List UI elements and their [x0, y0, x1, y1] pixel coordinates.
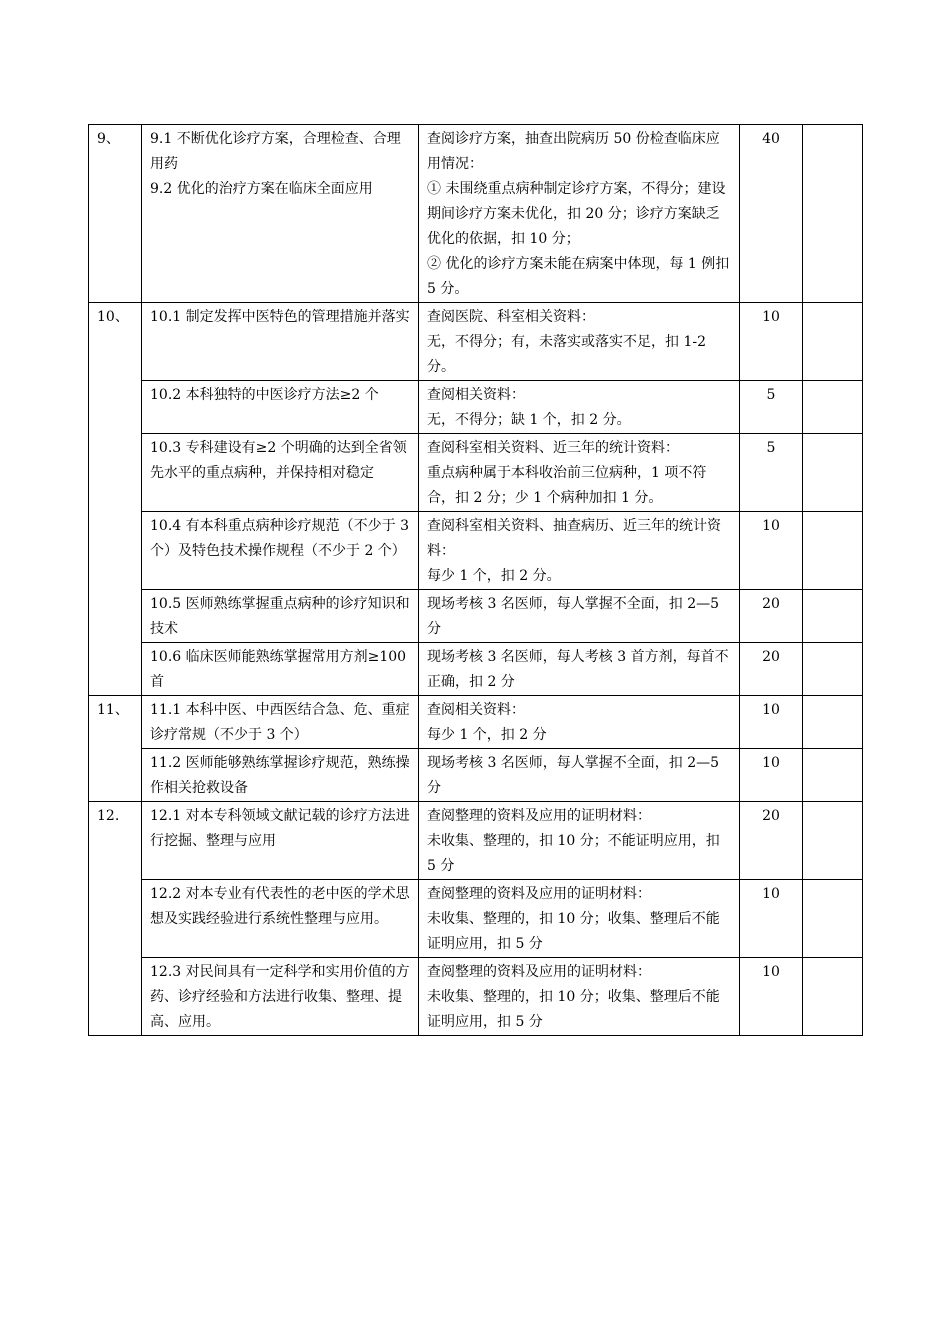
method-text: 查阅相关资料： [427, 702, 525, 718]
evaluation-table-page [88, 124, 862, 1036]
standard-text: 11.2 医师能够熟练掌握诊疗规范，熟练操作相关抢救设备 [150, 755, 410, 796]
standard-text: 12.2 对本专业有代表性的老中医的学术思想及实践经验进行系统性整理与应用。 [150, 886, 410, 927]
result-cell [803, 958, 863, 1036]
standard-cell [142, 125, 419, 303]
table-row [89, 125, 863, 303]
standard-cell [142, 749, 419, 802]
table-row [89, 749, 863, 802]
score-cell [740, 125, 803, 303]
result-cell [803, 802, 863, 880]
score-value: 10 [762, 964, 780, 980]
method-text: 查阅科室相关资料、抽查病历、近三年的统计资料： [427, 518, 721, 559]
standard-cell [142, 696, 419, 749]
score-cell [740, 696, 803, 749]
score-cell [740, 381, 803, 434]
score-cell [740, 880, 803, 958]
score-cell [740, 749, 803, 802]
method-cell [419, 590, 740, 643]
method-text: 查阅整理的资料及应用的证明材料： [427, 886, 651, 902]
result-cell [803, 749, 863, 802]
method-text: 查阅整理的资料及应用的证明材料： [427, 964, 651, 980]
method-cell [419, 381, 740, 434]
method-text: 未收集、整理的，扣 10 分；收集、整理后不能证明应用，扣 5 分 [427, 989, 720, 1030]
method-cell [419, 880, 740, 958]
item-number: 9、 [97, 131, 120, 147]
method-cell [419, 512, 740, 590]
method-cell [419, 643, 740, 696]
table-row [89, 696, 863, 749]
standard-cell [142, 512, 419, 590]
method-text: 未收集、整理的，扣 10 分；收集、整理后不能证明应用，扣 5 分 [427, 911, 720, 952]
score-value: 40 [762, 131, 780, 147]
score-value: 10 [762, 518, 780, 534]
evaluation-table [88, 124, 863, 1036]
item-number: 12. [97, 808, 120, 824]
method-cell [419, 303, 740, 381]
table-row [89, 512, 863, 590]
score-value: 5 [766, 440, 776, 456]
method-text: 无，不得分；有，未落实或落实不足，扣 1-2 分。 [427, 334, 711, 375]
method-text: 现场考核 3 名医师，每人考核 3 首方剂，每首不正确，扣 2 分 [427, 649, 729, 690]
table-row [89, 590, 863, 643]
standard-cell [142, 590, 419, 643]
result-cell [803, 512, 863, 590]
method-cell [419, 125, 740, 303]
standard-cell [142, 802, 419, 880]
table-row [89, 381, 863, 434]
result-cell [803, 880, 863, 958]
score-value: 10 [762, 886, 780, 902]
standard-text: 10.2 本科独特的中医诊疗方法≥2 个 [150, 387, 379, 403]
standard-text: 11.1 本科中医、中西医结合急、危、重症诊疗常规（不少于 3 个） [150, 702, 410, 743]
standard-cell [142, 434, 419, 512]
result-cell [803, 381, 863, 434]
item-number-cell [89, 303, 142, 696]
standard-cell [142, 381, 419, 434]
score-cell [740, 303, 803, 381]
method-cell [419, 434, 740, 512]
method-cell [419, 696, 740, 749]
result-cell [803, 696, 863, 749]
score-cell [740, 958, 803, 1036]
score-value: 10 [762, 702, 780, 718]
method-text: 查阅科室相关资料、近三年的统计资料： [427, 440, 679, 456]
method-cell [419, 958, 740, 1036]
method-text: 现场考核 3 名医师，每人掌握不全面，扣 2—5 分 [427, 596, 724, 637]
method-text: 查阅诊疗方案，抽查出院病历 50 份检查临床应用情况： [427, 131, 720, 172]
standard-text: 12.1 对本专科领域文献记载的诊疗方法进行挖掘、整理与应用 [150, 808, 410, 849]
item-number: 10、 [97, 309, 129, 325]
standard-text: 12.3 对民间具有一定科学和实用价值的方药、诊疗经验和方法进行收集、整理、提高、应用。 [150, 964, 410, 1030]
result-cell [803, 590, 863, 643]
method-text: ① 未围绕重点病种制定诊疗方案，不得分；建设期间诊疗方案未优化，扣 20 分；诊疗方案缺乏优化的依据，扣 10 分； [427, 181, 726, 247]
result-cell [803, 643, 863, 696]
item-number-cell [89, 125, 142, 303]
standard-text: 10.3 专科建设有≥2 个明确的达到全省领先水平的重点病种，并保持相对稳定 [150, 440, 407, 481]
score-value: 10 [762, 755, 780, 771]
score-cell [740, 434, 803, 512]
method-text: 无，不得分；缺 1 个，扣 2 分。 [427, 412, 631, 428]
score-cell [740, 643, 803, 696]
item-number-cell [89, 802, 142, 1036]
score-cell [740, 802, 803, 880]
method-text: ② 优化的诊疗方案未能在病案中体现，每 1 例扣 5 分。 [427, 256, 734, 297]
result-cell [803, 303, 863, 381]
table-row [89, 802, 863, 880]
score-cell [740, 590, 803, 643]
method-text: 每少 1 个，扣 2 分 [427, 727, 547, 743]
table-row [89, 880, 863, 958]
table-row [89, 643, 863, 696]
method-text: 查阅医院、科室相关资料： [427, 309, 595, 325]
standard-text: 10.6 临床医师能熟练掌握常用方剂≥100 首 [150, 649, 411, 690]
table-body [89, 125, 863, 1036]
method-text: 未收集、整理的，扣 10 分；不能证明应用，扣 5 分 [427, 833, 725, 874]
standard-text: 9.1 不断优化诊疗方案，合理检查、合理用药 [150, 131, 401, 172]
score-value: 20 [762, 808, 780, 824]
result-cell [803, 125, 863, 303]
standard-text: 10.1 制定发挥中医特色的管理措施并落实 [150, 309, 410, 325]
standard-cell [142, 303, 419, 381]
table-row [89, 958, 863, 1036]
standard-cell [142, 958, 419, 1036]
method-text: 重点病种属于本科收治前三位病种，1 项不符合，扣 2 分；少 1 个病种加扣 1 分。 [427, 465, 707, 506]
score-value: 20 [762, 596, 780, 612]
method-cell [419, 802, 740, 880]
result-cell [803, 434, 863, 512]
standard-cell [142, 643, 419, 696]
method-text: 查阅整理的资料及应用的证明材料： [427, 808, 651, 824]
standard-text: 10.5 医师熟练掌握重点病种的诊疗知识和技术 [150, 596, 410, 637]
standard-text: 9.2 优化的治疗方案在临床全面应用 [150, 181, 373, 197]
score-value: 10 [762, 309, 780, 325]
score-cell [740, 512, 803, 590]
method-text: 现场考核 3 名医师，每人掌握不全面，扣 2—5 分 [427, 755, 724, 796]
table-row [89, 303, 863, 381]
table-row [89, 434, 863, 512]
method-text: 查阅相关资料： [427, 387, 525, 403]
standard-cell [142, 880, 419, 958]
item-number-cell [89, 696, 142, 802]
score-value: 20 [762, 649, 780, 665]
item-number: 11、 [97, 702, 129, 718]
standard-text: 10.4 有本科重点病种诊疗规范（不少于 3 个）及特色技术操作规程（不少于 2 个） [150, 518, 414, 559]
score-value: 5 [766, 387, 776, 403]
method-text: 每少 1 个，扣 2 分。 [427, 568, 561, 584]
method-cell [419, 749, 740, 802]
